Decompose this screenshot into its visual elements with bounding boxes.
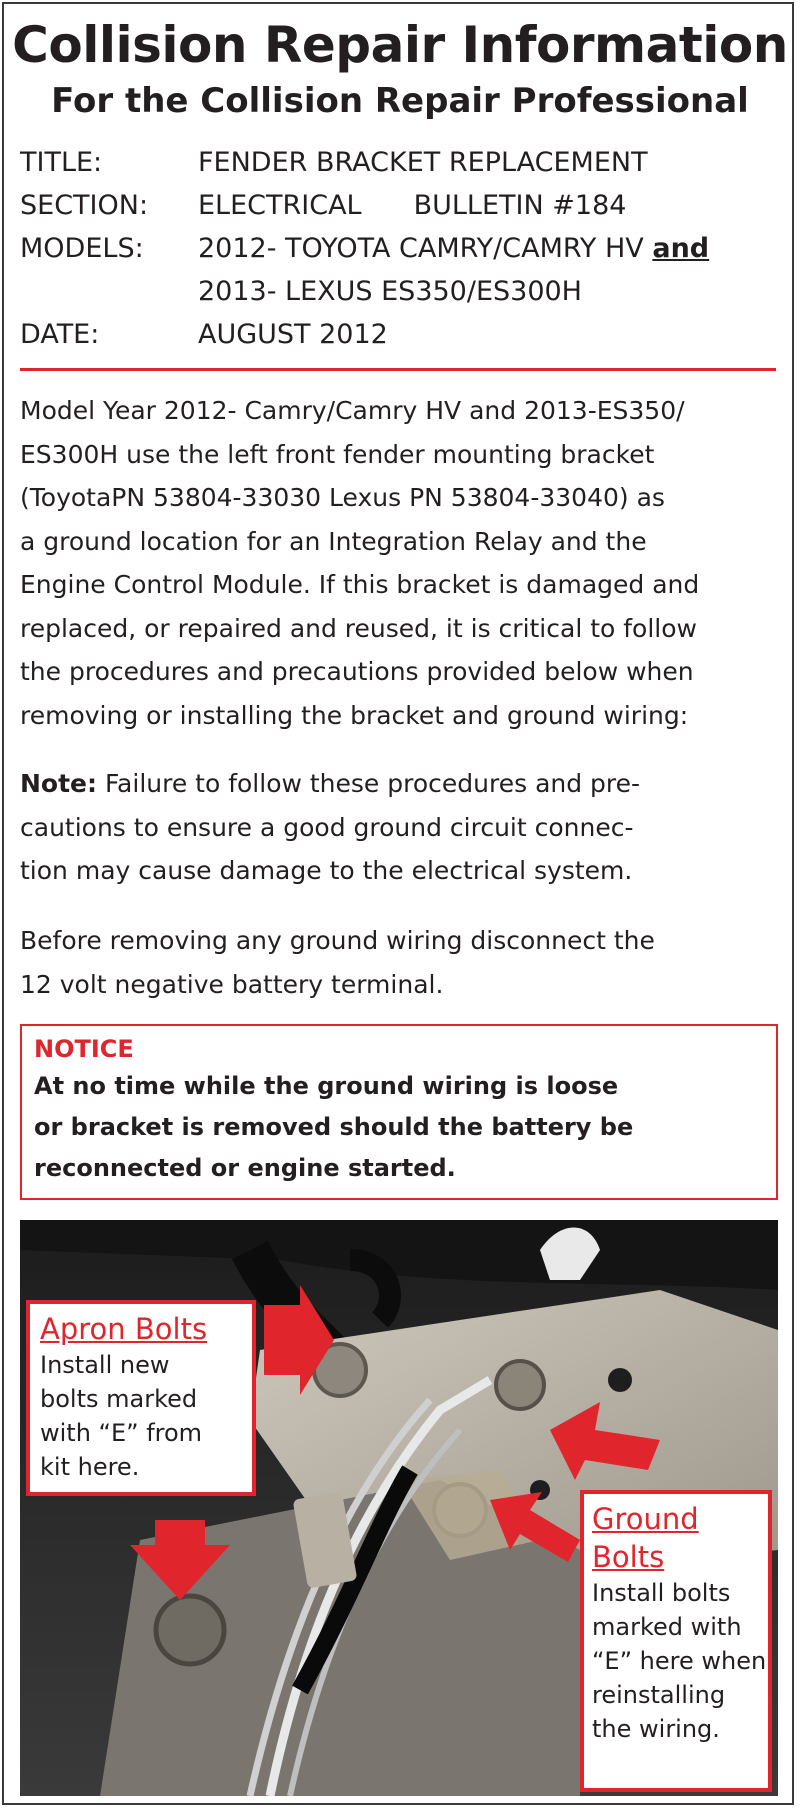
callout-line: Install bolts (592, 1579, 731, 1607)
paragraph-line: the procedures and precautions provided below when (20, 657, 694, 686)
paragraph-line: removing or installing the bracket and ground wiring: (20, 700, 689, 730)
title-label: TITLE: (20, 147, 103, 178)
notice-title: NOTICE (34, 1035, 134, 1063)
paragraph-line: Before removing any ground wiring disconnect the (20, 926, 655, 955)
intro-paragraph (20, 389, 780, 737)
title-value: FENDER BRACKET REPLACEMENT (198, 147, 648, 178)
section-value: ELECTRICAL (198, 190, 362, 221)
models-line-2: 2013- LEXUS ES350/ES300H (198, 276, 582, 307)
callout-line: marked with (592, 1613, 742, 1641)
bulletin-number: BULLETIN #184 (413, 190, 627, 221)
notice-box (20, 1024, 778, 1200)
paragraph-line: a ground location for an Integration Relay and the (20, 526, 647, 556)
section-label: SECTION: (20, 190, 149, 221)
callout-line: with “E” from (40, 1419, 203, 1447)
apron-bolts-callout (26, 1300, 256, 1496)
notice-line: At no time while the ground wiring is loose (34, 1072, 619, 1100)
ground-bolts-title: Ground (592, 1502, 699, 1536)
ground-bolts-title: Bolts (592, 1540, 665, 1574)
paragraph-line: Model Year 2012- Camry/Camry HV and 2013-ES350/ (20, 396, 685, 425)
models-label: MODELS: (20, 233, 144, 264)
notice-body (34, 1066, 776, 1189)
battery-paragraph (20, 919, 780, 1006)
callout-line: bolts marked (40, 1385, 198, 1413)
note-label: Note: (20, 769, 98, 798)
callout-line: Install new (40, 1351, 170, 1379)
callout-line: kit here. (40, 1453, 140, 1481)
ground-bolt-upper (496, 1361, 544, 1409)
date-value: AUGUST 2012 (198, 319, 388, 350)
note-paragraph (20, 762, 780, 893)
notice-line: or bracket is removed should the battery be (34, 1113, 634, 1141)
apron-bolt-lower (156, 1596, 224, 1664)
models-and: and (652, 233, 710, 264)
apron-bolts-title: Apron Bolts (40, 1312, 208, 1346)
paragraph-line: ES300H use the left front fender mounting bracket (20, 439, 655, 469)
paragraph-line: 12 volt negative battery terminal. (20, 969, 444, 999)
paragraph-line: Engine Control Module. If this bracket is damaged and (20, 570, 700, 599)
note-text: tion may cause damage to the electrical system. (20, 856, 633, 885)
callout-line: “E” here when (592, 1647, 767, 1675)
models-line-1: 2012- TOYOTA CAMRY/CAMRY HV (198, 233, 644, 264)
page-title: Collision Repair Information (12, 16, 788, 74)
paragraph-line: (ToyotaPN 53804-33030 Lexus PN 53804-33040) as (20, 483, 665, 512)
note-text: Failure to follow these procedures and pre- (97, 769, 641, 798)
callout-line: the wiring. (592, 1715, 720, 1743)
paragraph-line: replaced, or repaired and reused, it is critical to follow (20, 613, 697, 643)
date-label: DATE: (20, 319, 100, 350)
callout-line: reinstalling (592, 1681, 726, 1709)
notice-line: reconnected or engine started. (34, 1154, 456, 1182)
ground-bolts-callout (580, 1490, 772, 1792)
note-text: cautions to ensure a good ground circuit connec- (20, 812, 634, 842)
section-divider (20, 368, 776, 371)
page-subtitle: For the Collision Repair Professional (51, 81, 749, 121)
